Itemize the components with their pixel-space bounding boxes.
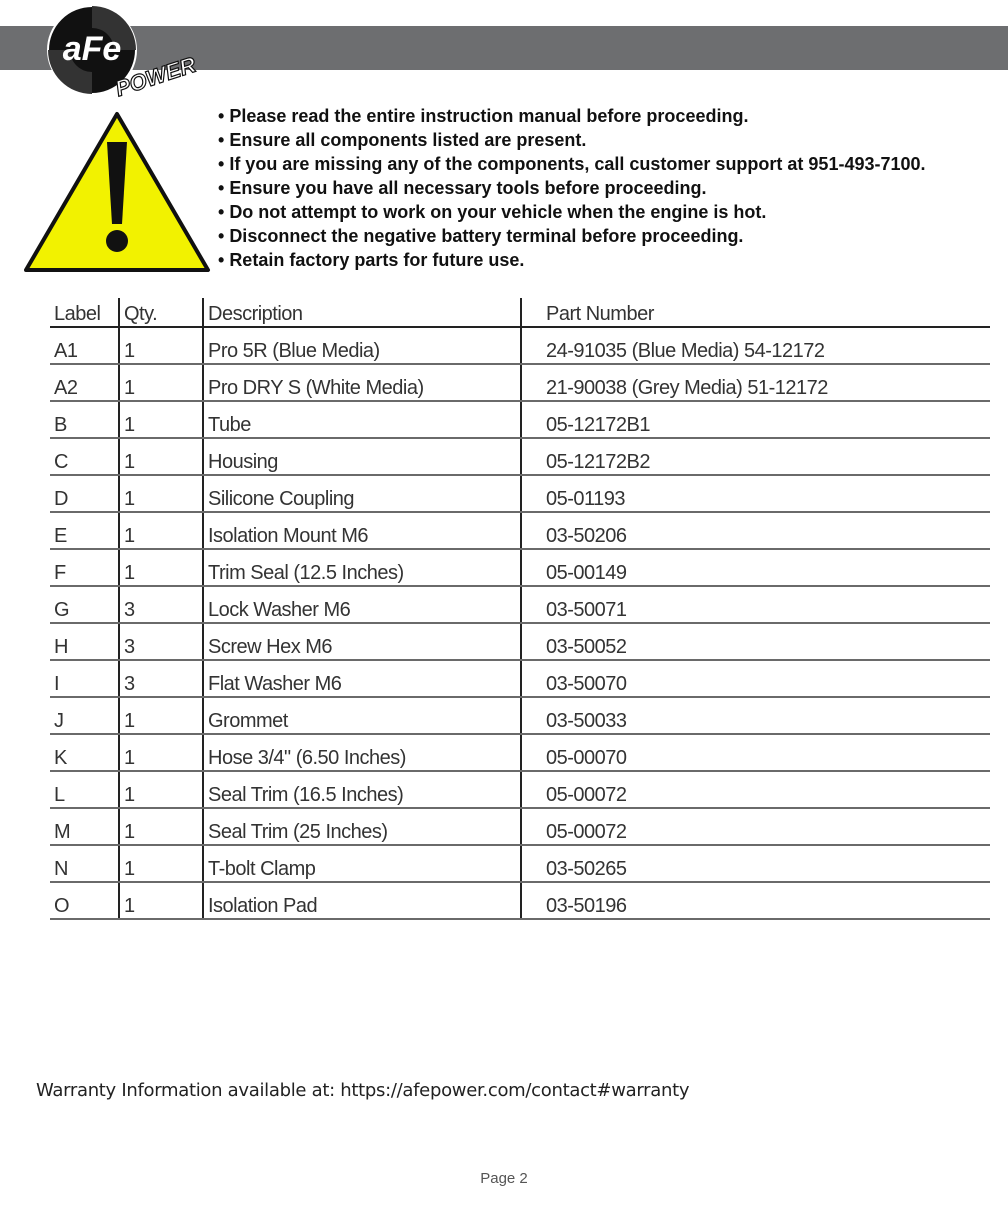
cell-description: Trim Seal (12.5 Inches) (203, 549, 521, 586)
table-row (50, 808, 990, 845)
cell-description: Isolation Pad (203, 882, 521, 919)
cell-part-number: 03-50070 (521, 660, 990, 697)
cell-qty: 1 (119, 512, 203, 549)
cell-description: Silicone Coupling (203, 475, 521, 512)
cell-label: H (50, 623, 119, 660)
cell-qty: 1 (119, 549, 203, 586)
header-label: Label (50, 298, 119, 327)
cell-part-number: 05-00072 (521, 808, 990, 845)
cell-qty: 1 (119, 771, 203, 808)
table-row (50, 327, 990, 364)
cell-description: Isolation Mount M6 (203, 512, 521, 549)
cell-part-number: 03-50033 (521, 697, 990, 734)
cell-qty: 1 (119, 882, 203, 919)
cell-part-number: 03-50196 (521, 882, 990, 919)
table-row (50, 660, 990, 697)
cell-description: Seal Trim (25 Inches) (203, 808, 521, 845)
warning-item: • Ensure you have all necessary tools before proceeding. (218, 176, 926, 200)
table-row (50, 771, 990, 808)
table-row (50, 623, 990, 660)
cell-description: Lock Washer M6 (203, 586, 521, 623)
header-part-number: Part Number (521, 298, 990, 327)
table-row (50, 512, 990, 549)
cell-description: Flat Washer M6 (203, 660, 521, 697)
cell-part-number: 05-12172B2 (521, 438, 990, 475)
cell-description: Screw Hex M6 (203, 623, 521, 660)
table-row (50, 697, 990, 734)
cell-description: Pro DRY S (White Media) (203, 364, 521, 401)
cell-part-number: 03-50265 (521, 845, 990, 882)
cell-label: O (50, 882, 119, 919)
cell-description: Hose 3/4" (6.50 Inches) (203, 734, 521, 771)
cell-label: I (50, 660, 119, 697)
warning-item: • If you are missing any of the components, call customer support at 951-493-7100. (218, 152, 926, 176)
table-row (50, 882, 990, 919)
warning-item: • Please read the entire instruction manual before proceeding. (218, 104, 926, 128)
cell-qty: 1 (119, 808, 203, 845)
cell-part-number: 24-91035 (Blue Media) 54-12172 (521, 327, 990, 364)
table-row (50, 586, 990, 623)
cell-part-number: 03-50071 (521, 586, 990, 623)
table-header-row (50, 298, 990, 327)
cell-description: Grommet (203, 697, 521, 734)
cell-qty: 3 (119, 623, 203, 660)
cell-label: N (50, 845, 119, 882)
logo-primary-text: aFe (62, 30, 122, 68)
cell-part-number: 03-50206 (521, 512, 990, 549)
cell-label: F (50, 549, 119, 586)
warning-item: • Disconnect the negative battery terminal before proceeding. (218, 224, 926, 248)
warning-item: • Retain factory parts for future use. (218, 248, 926, 272)
cell-qty: 1 (119, 364, 203, 401)
header-qty: Qty. (119, 298, 203, 327)
cell-part-number: 03-50052 (521, 623, 990, 660)
table-row (50, 475, 990, 512)
cell-label: E (50, 512, 119, 549)
cell-part-number: 05-00070 (521, 734, 990, 771)
cell-qty: 1 (119, 697, 203, 734)
logo-secondary-text: POWER (112, 51, 199, 102)
afe-power-logo (44, 2, 204, 102)
cell-label: K (50, 734, 119, 771)
cell-label: J (50, 697, 119, 734)
cell-description: Tube (203, 401, 521, 438)
cell-description: T-bolt Clamp (203, 845, 521, 882)
warning-list (218, 104, 926, 272)
header-description: Description (203, 298, 521, 327)
cell-part-number: 05-00072 (521, 771, 990, 808)
table-row (50, 438, 990, 475)
cell-description: Pro 5R (Blue Media) (203, 327, 521, 364)
cell-part-number: 21-90038 (Grey Media) 51-12172 (521, 364, 990, 401)
cell-label: L (50, 771, 119, 808)
cell-qty: 3 (119, 586, 203, 623)
cell-description: Housing (203, 438, 521, 475)
cell-label: M (50, 808, 119, 845)
cell-qty: 1 (119, 438, 203, 475)
warranty-info: Warranty Information available at: https://afepower.com/contact#warranty (36, 1080, 690, 1101)
cell-qty: 1 (119, 734, 203, 771)
cell-label: C (50, 438, 119, 475)
table-row (50, 364, 990, 401)
warning-item: • Ensure all components listed are present. (218, 128, 926, 152)
cell-part-number: 05-12172B1 (521, 401, 990, 438)
cell-description: Seal Trim (16.5 Inches) (203, 771, 521, 808)
cell-label: A1 (50, 327, 119, 364)
warning-triangle-icon (22, 108, 212, 276)
table-row (50, 401, 990, 438)
table-row (50, 734, 990, 771)
table-row (50, 549, 990, 586)
parts-table (50, 298, 990, 920)
warning-item: • Do not attempt to work on your vehicle when the engine is hot. (218, 200, 926, 224)
page-number: Page 2 (480, 1170, 528, 1187)
cell-qty: 1 (119, 845, 203, 882)
cell-part-number: 05-00149 (521, 549, 990, 586)
cell-label: B (50, 401, 119, 438)
cell-label: D (50, 475, 119, 512)
cell-qty: 1 (119, 327, 203, 364)
table-row (50, 845, 990, 882)
cell-qty: 3 (119, 660, 203, 697)
cell-qty: 1 (119, 401, 203, 438)
cell-label: G (50, 586, 119, 623)
cell-qty: 1 (119, 475, 203, 512)
cell-label: A2 (50, 364, 119, 401)
cell-part-number: 05-01193 (521, 475, 990, 512)
